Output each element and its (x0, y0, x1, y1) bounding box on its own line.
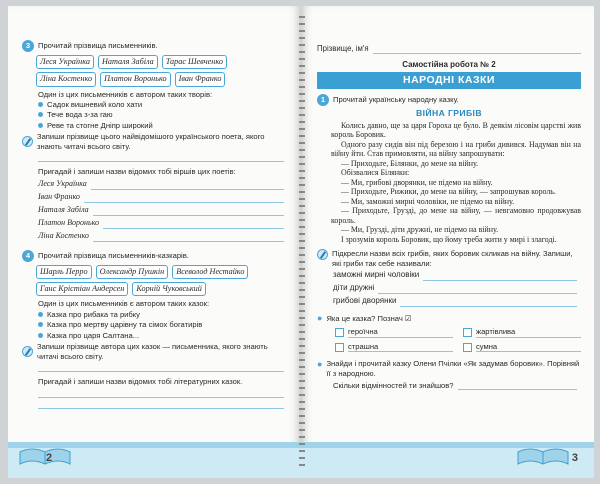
option-label: сумна (476, 342, 581, 352)
poet-answer-row[interactable] (38, 179, 284, 190)
answer-line[interactable] (400, 297, 577, 307)
checkbox[interactable] (463, 328, 472, 337)
answer-label: заможні мирні чоловіки (333, 270, 420, 280)
task-3-header (22, 40, 288, 52)
story-text (331, 121, 581, 244)
name-field[interactable] (317, 44, 581, 54)
list-item: Реве та стогне Дніпр широкий (38, 121, 288, 130)
task-4-header (22, 250, 288, 262)
task-4-question-3: Пригадай і запиши назви відомих тобі літературних казок. (38, 377, 243, 387)
story-paragraph: — Ми, заможні мирні чоловіки, не підемо на війну. (341, 196, 515, 206)
task-3-header (317, 313, 581, 324)
task-4-question-2: Запиши прізвище автора цих казок — письменника, якого знають читачі всього світу. (37, 342, 268, 361)
task-4-prompt: Прочитай прізвища письменників-казкарів. (38, 251, 189, 261)
poet-answer-row[interactable] (38, 231, 284, 242)
task-4-question: Скільки відмінностей ти знайшов? (333, 380, 454, 390)
open-book-icon (516, 446, 570, 468)
poet-answer-row[interactable] (38, 205, 284, 216)
writer-chips (36, 55, 256, 87)
list-item: Казка про царя Салтана... (38, 331, 288, 340)
spiral-binding (299, 16, 305, 466)
task-3-question-3: Пригадай і запиши назви відомих тобі віршів цих поетів: (38, 167, 236, 177)
option-label: страшна (348, 342, 453, 352)
poet-name: Ліна Костенко (38, 230, 89, 240)
poet-name: Платон Воронько (38, 217, 100, 227)
name-line[interactable] (373, 44, 581, 54)
option-label: жартівлива (476, 327, 581, 337)
mushroom-answer-row[interactable] (333, 296, 577, 307)
page-number: 3 (571, 452, 578, 464)
task-number-badge: 1 (317, 94, 329, 106)
answer-line[interactable] (38, 387, 284, 398)
story-paragraph: І зрозумів король Боровик, що йому треба жити у мирі і злагоді. (341, 234, 557, 244)
task-3-write-instruction (22, 132, 288, 151)
pencil-icon (22, 346, 33, 357)
writer-chip: Корній Чуковський (132, 282, 206, 296)
poet-name: Іван Франко (38, 191, 80, 201)
answer-line[interactable] (91, 180, 284, 190)
checkbox[interactable] (335, 328, 344, 337)
answer-line[interactable] (93, 232, 284, 242)
left-content (22, 40, 288, 409)
works-list (38, 100, 288, 130)
poet-name: Леся Українка (38, 178, 87, 188)
storyteller-chips (36, 265, 266, 297)
story-paragraph: — Приходьте, Грузді, до мене на війну, — невгамовно продовжував король. (331, 206, 581, 225)
task-4-header (317, 359, 581, 378)
task-3-question-1: Один із цих письменників є автором таких творів: (38, 89, 213, 99)
list-item: Казка про рибака та рибку (38, 310, 288, 319)
story-paragraph: Колись давно, ще за царя Гороха це було. В деякім лісовім царстві жив король Боровик. (331, 120, 581, 140)
left-page (8, 6, 301, 478)
writer-chip: Ліна Костенко (36, 72, 96, 86)
option-heroic[interactable] (335, 327, 453, 337)
writer-chip: Шарль Перро (36, 265, 92, 279)
task-1-prompt: Прочитай українську народну казку. (333, 95, 459, 105)
answer-line[interactable] (423, 271, 577, 281)
page-number: 2 (46, 452, 53, 464)
story-paragraph: Одного разу сидів він під березою і на гриби дивився. Надумав він на війну йти. Став примовляти, на війну запрошувати: (331, 139, 581, 159)
poet-answer-row[interactable] (38, 218, 284, 229)
checkbox[interactable] (335, 343, 344, 352)
name-label: Прізвище, ім'я (317, 44, 369, 54)
answer-line[interactable] (84, 193, 284, 203)
task-4-write-instruction (22, 342, 288, 361)
poet-name: Наталя Забіла (38, 204, 89, 214)
answer-line[interactable] (38, 361, 284, 372)
answer-line[interactable] (378, 284, 577, 294)
story-paragraph: — Приходьте, Білянки, до мене на війну. (341, 158, 479, 168)
book-spread (8, 6, 594, 478)
checkbox[interactable] (463, 343, 472, 352)
task-4-question-1: Один із цих письменників є автором таких казок: (38, 299, 210, 309)
writer-chip: Тарас Шевченко (162, 55, 227, 69)
story-paragraph: Обізвалися Білянки: (341, 168, 410, 178)
task-3-prompt: Прочитай прізвища письменників. (38, 41, 158, 51)
answer-line[interactable] (458, 380, 577, 390)
writer-chip: Наталя Забіла (98, 55, 158, 69)
task-3-prompt: Яка це казка? Познач (326, 314, 403, 323)
answer-line[interactable] (93, 206, 284, 216)
story-paragraph: — Приходьте, Рижики, до мене на війну, — запрошував король. (341, 187, 556, 197)
task-number-badge: 4 (22, 250, 34, 262)
writer-chip: Леся Українка (36, 55, 94, 69)
list-item: Тече вода з-за гаю (38, 110, 288, 119)
differences-answer-row[interactable] (333, 380, 577, 390)
tales-list (38, 310, 288, 340)
tale-type-options (335, 327, 581, 352)
section-banner: НАРОДНІ КАЗКИ (317, 72, 581, 89)
bullet-icon: ● (317, 359, 323, 370)
poet-answer-row[interactable] (38, 192, 284, 203)
writer-chip: Ганс Крістіан Андерсен (36, 282, 128, 296)
checkbox-icon: ☑ (404, 314, 412, 323)
task-2-header (317, 249, 581, 268)
option-scary[interactable] (335, 342, 453, 352)
story-title: ВІЙНА ГРИБІВ (416, 108, 482, 119)
task-4-prompt: Знайди і прочитай казку Олени Пчілки «Як задумав боровик». Порівняй її з народною. (326, 359, 580, 378)
story-paragraph: — Ми, Груздi, діти дружні, не підемо на війну. (341, 225, 499, 235)
answer-label: діти дружні (333, 283, 375, 293)
answer-line[interactable] (38, 151, 284, 162)
open-book-icon (18, 446, 72, 468)
right-page (301, 6, 594, 478)
pencil-icon (317, 249, 328, 260)
mushroom-answer-row[interactable] (333, 270, 577, 281)
writer-chip: Іван Франко (175, 72, 226, 86)
task-1-header (317, 94, 581, 106)
work-title: Самостійна робота № 2 (402, 60, 496, 69)
writer-chip: Олександр Пушкін (96, 265, 169, 279)
answer-line[interactable] (103, 219, 284, 229)
right-content (317, 44, 581, 390)
option-label: героїчна (348, 327, 453, 337)
list-item: Садок вишневий коло хати (38, 100, 288, 109)
pencil-icon (22, 136, 33, 147)
bullet-icon: ● (317, 313, 323, 324)
answer-line[interactable] (38, 398, 284, 409)
task-number-badge: 3 (22, 40, 34, 52)
mushroom-answer-row[interactable] (333, 283, 577, 294)
list-item: Казка про мертву царівну та сімох богатирів (38, 320, 288, 329)
option-humorous[interactable] (463, 327, 581, 337)
answer-label: грибові дворянки (333, 296, 397, 306)
writer-chip: Всеволод Нестайко (172, 265, 248, 279)
task-3-question-2: Запиши прізвище цього найвідомішого українського поета, якого знають читачі всього світу. (37, 132, 265, 151)
writer-chip: Платон Воронько (100, 72, 170, 86)
option-sad[interactable] (463, 342, 581, 352)
task-2-prompt: Підкресли назви всіх грибів, яких боровик скликав на війну. Запиши, які гриби так себе називали: (332, 249, 573, 268)
story-paragraph: — Ми, грибові дворянки, не підемо на війну. (341, 177, 493, 187)
